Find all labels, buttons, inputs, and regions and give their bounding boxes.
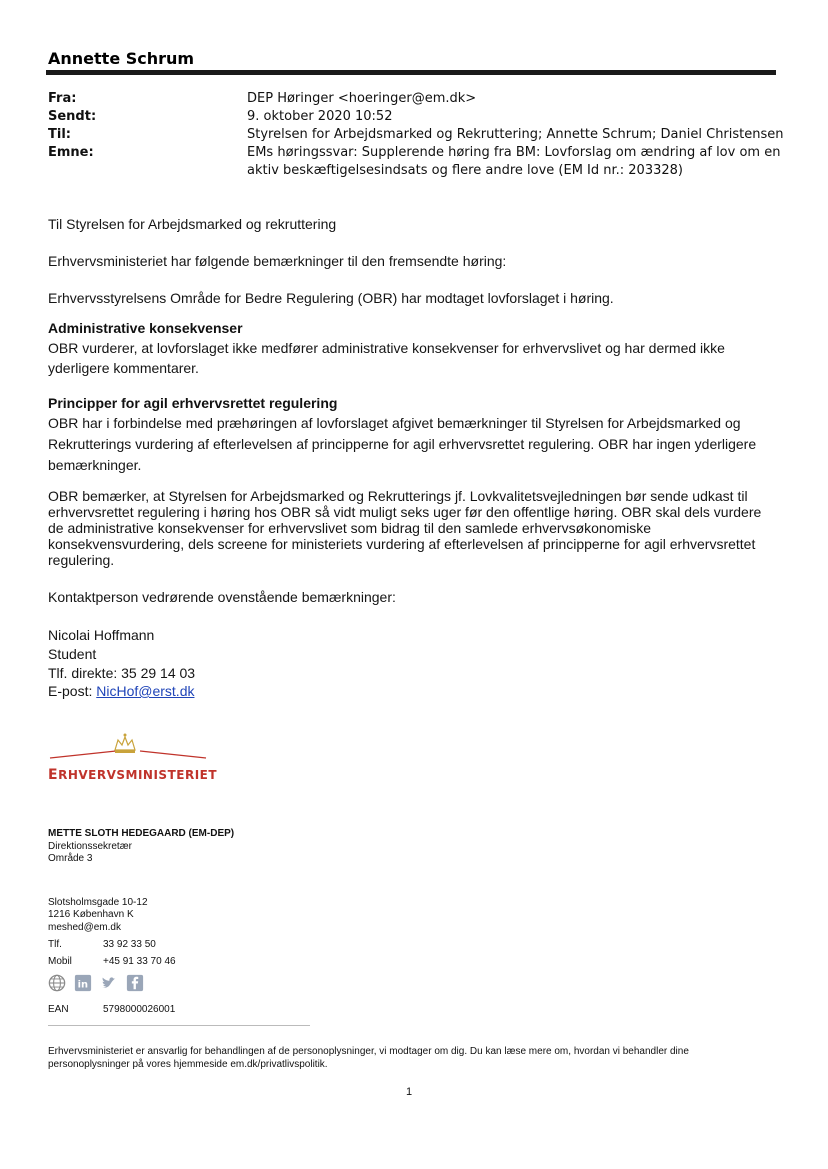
facebook-icon[interactable] <box>126 974 144 992</box>
signature-city: 1216 København K <box>48 909 134 920</box>
svg-text:in: in <box>77 979 89 991</box>
admin-line-1: OBR vurderer, at lovforslaget ikke medfører administrative konsekvenser for erhvervslivet og har dermed ikke <box>48 340 725 356</box>
logo-text-rest: RHVERVSMINISTERIET <box>58 768 218 782</box>
signature-title: Direktionssekretær <box>48 841 132 852</box>
ministry-logo-text <box>48 767 217 783</box>
page-number: 1 <box>406 1086 413 1098</box>
crown-icon <box>115 734 135 754</box>
sent-label: Sendt: <box>48 109 97 124</box>
title-rule <box>46 70 776 75</box>
remark-line-3: de administrative konsekvenser for erhvervslivet som bidrag til den samlede erhvervsøkonomiske <box>48 520 652 536</box>
intro-paragraph: Erhvervsministeriet har følgende bemærkninger til den fremsendte høring: <box>48 253 507 269</box>
agile-line-2: Rekrutterings vurdering af efterlevelsen af principperne for agil erhvervsrettet regulering. OBR har ingen yderligere <box>48 436 757 452</box>
footer-divider <box>48 1025 310 1026</box>
privacy-footer-line-2: personoplysninger på vores hjemmeside em.dk/privatlivspolitik. <box>48 1058 328 1070</box>
heading-administrative: Administrative konsekvenser <box>48 320 243 336</box>
contact-intro: Kontaktperson vedrørende ovenstående bemærkninger: <box>48 589 396 605</box>
ean-value: 5798000026001 <box>103 1004 176 1015</box>
tlf-value: 33 92 33 50 <box>103 939 156 950</box>
contact-email-label: E-post: <box>48 683 97 699</box>
signature-street: Slotsholmsgade 10-12 <box>48 897 148 908</box>
to-label: Til: <box>48 127 71 142</box>
privacy-footer-line-1: Erhvervsministeriet er ansvarlig for behandlingen af de personoplysninger, vi modtager om dig. Du kan læse mere om, hvordan vi behandler dine <box>48 1046 689 1057</box>
remark-line-1: OBR bemærker, at Styrelsen for Arbejdsmarked og Rekrutterings jf. Lovkvalitetsvejledningen bør sende udkast til <box>48 488 748 504</box>
twitter-icon[interactable] <box>100 974 118 992</box>
agile-line-3: bemærkninger. <box>48 457 142 473</box>
contact-name: Nicolai Hoffmann <box>48 627 155 643</box>
remark-line-5: regulering. <box>48 552 115 568</box>
subject-label: Emne: <box>48 145 94 160</box>
ean-label: EAN <box>48 1004 69 1015</box>
from-label: Fra: <box>48 91 77 106</box>
obr-received-paragraph: Erhvervsstyrelsens Område for Bedre Regulering (OBR) har modtaget lovforslaget i høring. <box>48 290 614 306</box>
signature-name: METTE SLOTH HEDEGAARD (EM-DEP) <box>48 828 235 839</box>
to-value: Styrelsen for Arbejdsmarked og Rekruttering; Annette Schrum; Daniel Christensen <box>247 127 784 142</box>
contact-phone: Tlf. direkte: 35 29 14 03 <box>48 665 196 681</box>
remark-line-2: erhvervsrettet regulering i høring hos OBR så vidt muligt seks uger før den offentlige høring. OBR skal dels vurdere <box>48 504 762 520</box>
mobil-value: +45 91 33 70 46 <box>103 956 176 967</box>
email-title: Annette Schrum <box>48 49 195 68</box>
signature-area: Område 3 <box>48 853 93 864</box>
sent-value: 9. oktober 2020 10:52 <box>247 109 393 124</box>
contact-email-link[interactable]: NicHof@erst.dk <box>96 683 195 699</box>
logo-text-first: E <box>48 767 59 783</box>
subject-value-line2: aktiv beskæftigelsesindsats og flere andre love (EM Id nr.: 203328) <box>247 163 683 178</box>
from-value: DEP Høringer <hoeringer@em.dk> <box>247 91 477 106</box>
globe-icon[interactable] <box>48 974 66 992</box>
tlf-label: Tlf. <box>48 939 62 950</box>
subject-value-line1: EMs høringssvar: Supplerende høring fra BM: Lovforslag om ændring af lov om en <box>247 145 781 160</box>
linkedin-icon[interactable] <box>74 974 92 992</box>
heading-agile: Principper for agil erhvervsrettet regulering <box>48 395 338 411</box>
contact-role: Student <box>48 646 97 662</box>
privacy-footer <box>48 1046 778 1071</box>
mobil-label: Mobil <box>48 956 72 967</box>
agile-line-1: OBR har i forbindelse med præhøringen af lovforslaget afgivet bemærkninger til Styrelsen for Arbejdsmarked og <box>48 415 741 431</box>
salutation: Til Styrelsen for Arbejdsmarked og rekruttering <box>48 216 337 232</box>
signature-email: meshed@em.dk <box>48 922 121 933</box>
admin-line-2: yderligere kommentarer. <box>48 360 199 376</box>
remark-line-4: konsekvensvurdering, dels screene for ministeriets vurdering af efterlevelsen af principperne for agil erhvervsrettet <box>48 536 756 552</box>
contact-email-line <box>48 681 778 702</box>
